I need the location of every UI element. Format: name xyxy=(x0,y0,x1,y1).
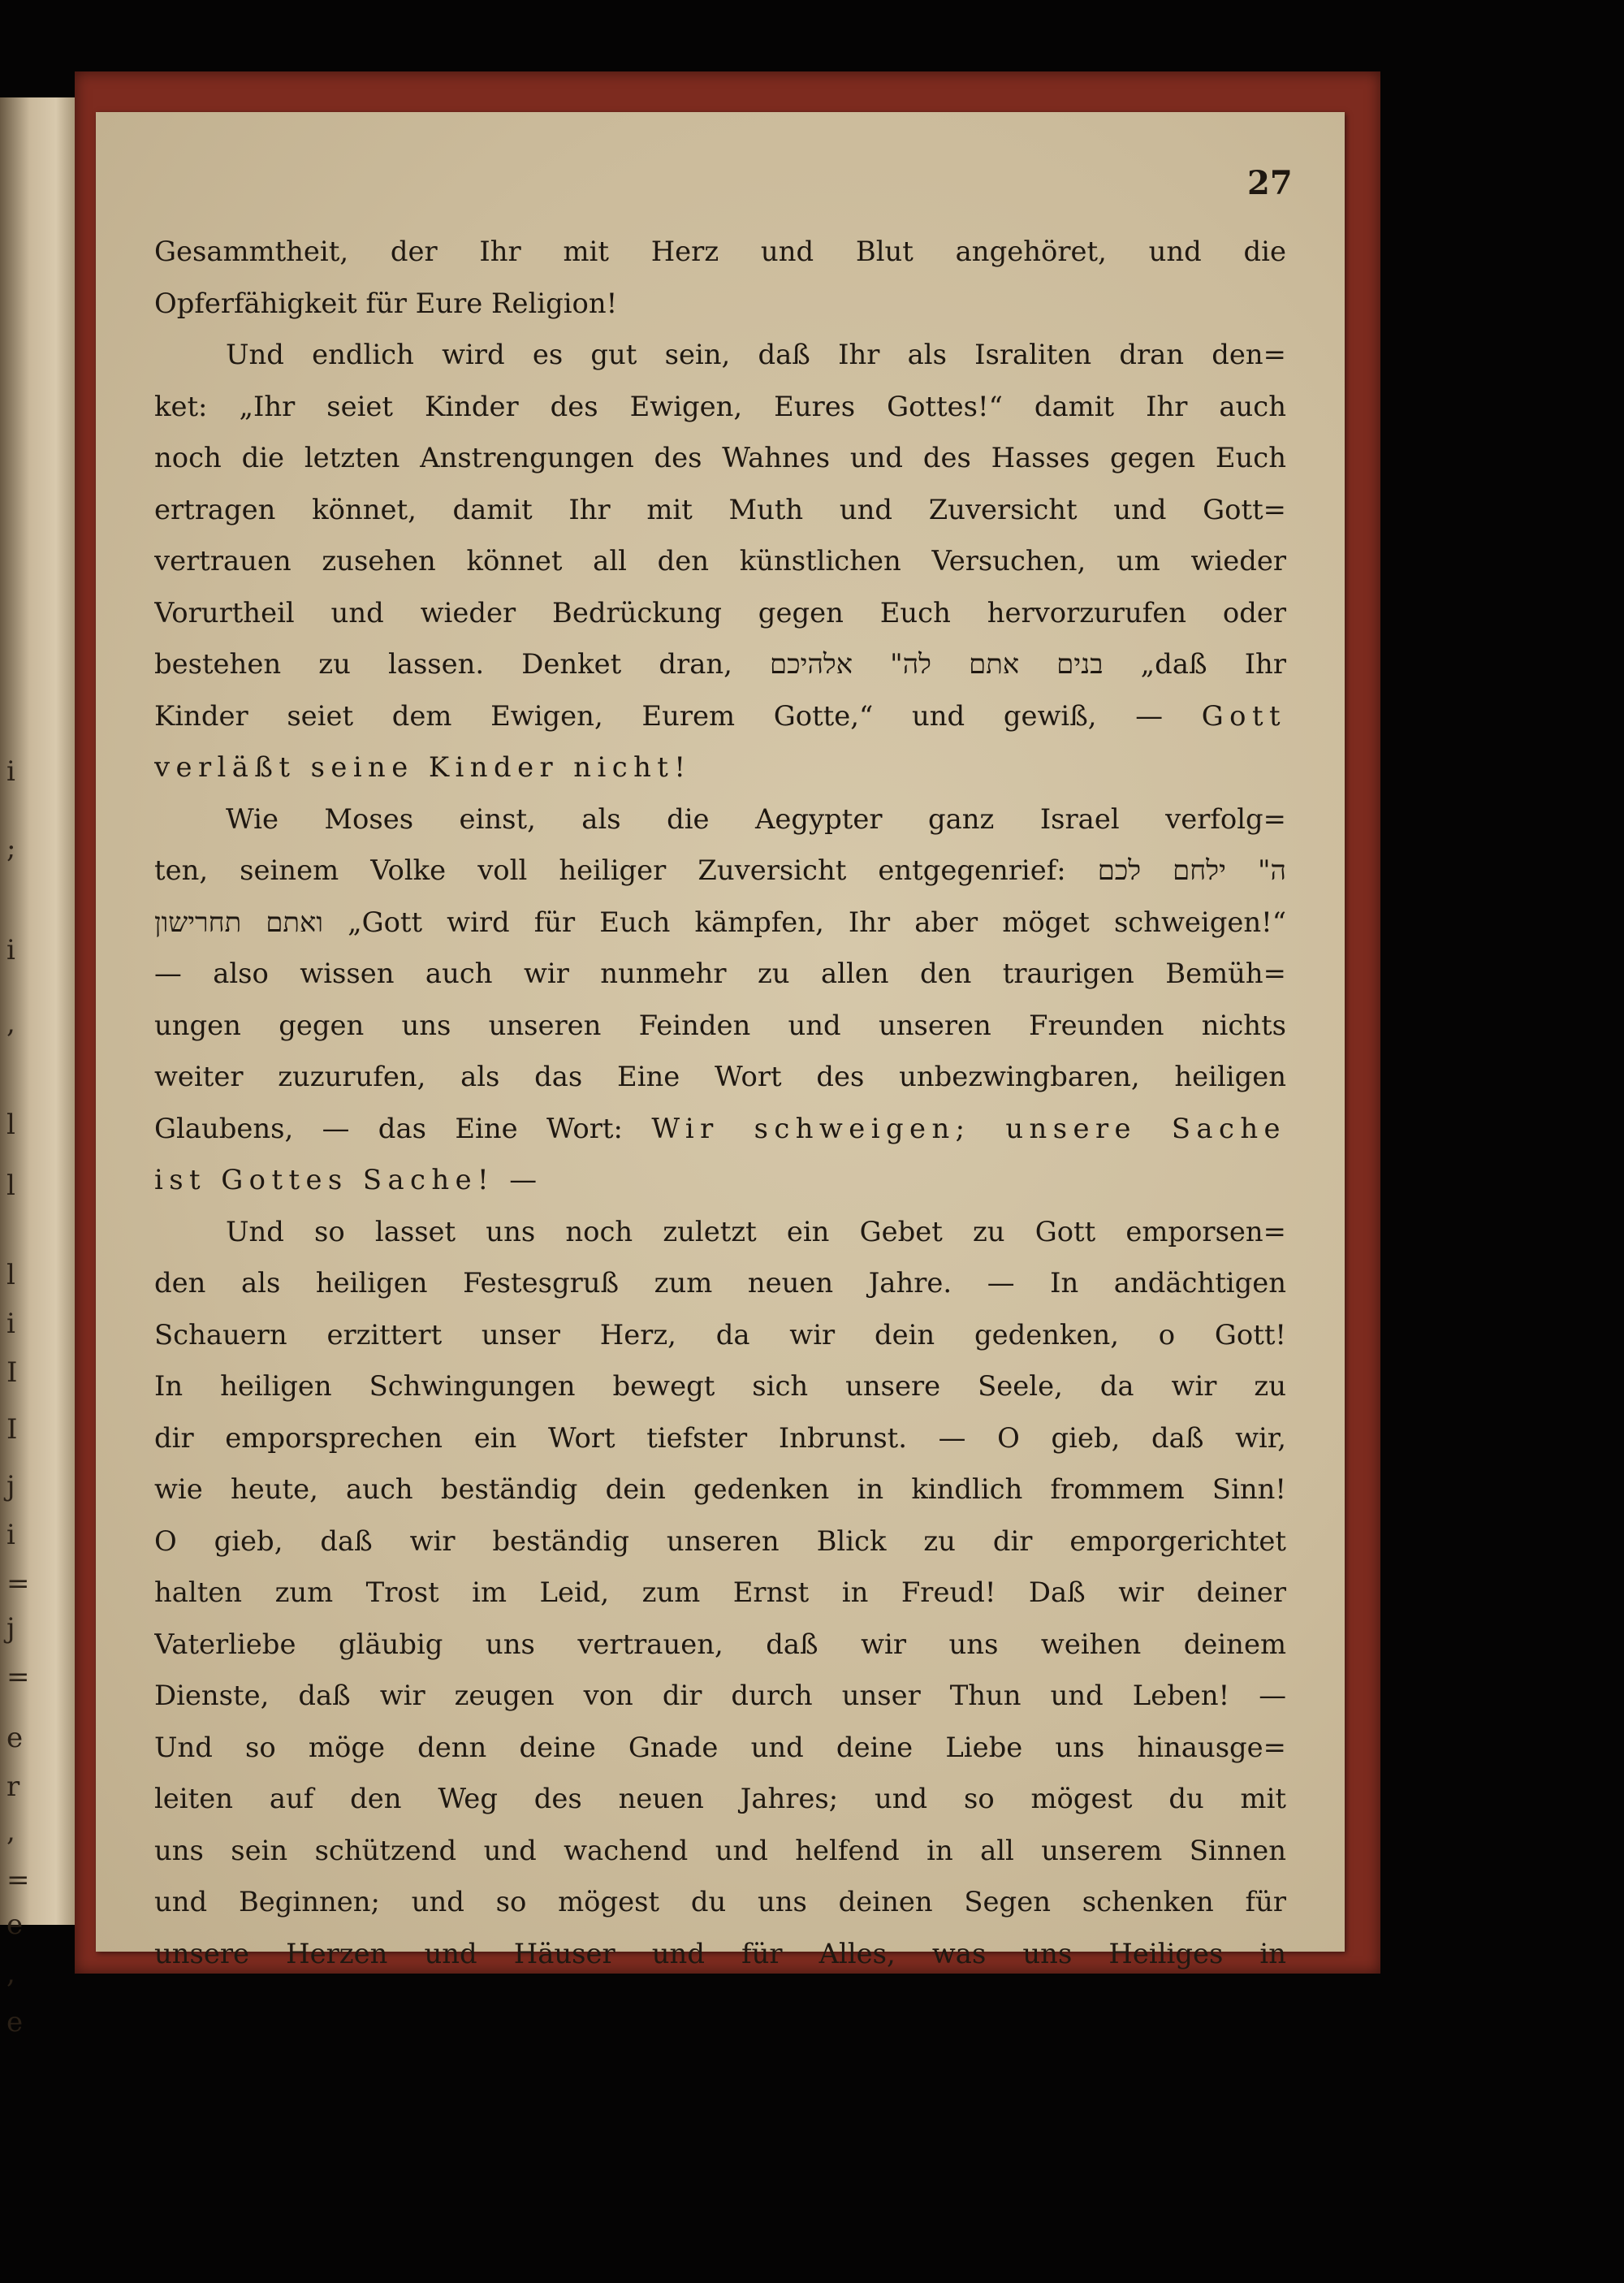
text-line xyxy=(154,1103,1286,1155)
text-line: verläßt seine Kinder nicht! xyxy=(154,751,692,783)
text-line: ואתם תחרישון „Gott wird für Euch kämpfen, Ihr aber möget schweigen!“ xyxy=(154,906,1286,938)
text-line: Schauern erzittert unser Herz, da wir dein gedenken, o Gott! xyxy=(154,1318,1286,1351)
text-segment: Glaubens, — das Eine Wort: xyxy=(154,1112,652,1144)
text-line: Und endlich wird es gut sein, daß Ihr als Israliten dran den= xyxy=(226,339,1286,370)
margin-glyph: l xyxy=(6,1259,15,1291)
spaced-phrase: Wir schweigen; unsere Sache xyxy=(651,1112,1286,1144)
margin-glyph: e xyxy=(6,2006,24,2039)
margin-glyph: l xyxy=(6,1170,15,1202)
left-page-margin-text xyxy=(6,97,39,2039)
text-line: leiten auf den Weg des neuen Jahres; und so mögest du mit xyxy=(154,1783,1286,1814)
margin-glyph: , xyxy=(6,1957,15,1990)
text-line: uns sein schützend und wachend und helfend in all unserem Sinnen xyxy=(154,1834,1286,1866)
text-line: und Beginnen; und so mögest du uns deinen Segen schenken für xyxy=(154,1886,1286,1918)
margin-glyph: I xyxy=(6,1413,18,1446)
margin-glyph: = xyxy=(6,1661,30,1693)
text-line: den als heiligen Festesgruß zum neuen Jahre. — In andächtigen xyxy=(154,1267,1286,1299)
text-line xyxy=(154,690,1286,742)
text-line: Vorurtheil und wieder Bedrückung gegen Euch hervorzurufen oder xyxy=(154,596,1286,629)
text-line: wie heute, auch beständig dein gedenken in kindlich frommem Sinn! xyxy=(154,1473,1286,1505)
margin-glyph: r xyxy=(6,1771,20,1803)
text-line: Opferfähigkeit für Eure Religion! xyxy=(154,287,618,319)
text-line: Wie Moses einst, als die Aegypter ganz Israel verfolg= xyxy=(226,802,1286,835)
text-line: Gesammtheit, der Ihr mit Herz und Blut angehöret, und die xyxy=(154,236,1286,267)
text-line: ist Gottes Sache! — xyxy=(154,1164,543,1196)
margin-glyph: i xyxy=(6,934,15,966)
margin-glyph: ; xyxy=(6,832,16,865)
text-line: ungen gegen uns unseren Feinden und unseren Freunden nichts xyxy=(154,1009,1286,1041)
text-line: — also wissen auch wir nunmehr zu allen den traurigen Bemüh= xyxy=(154,958,1286,989)
page-number: 27 xyxy=(1247,164,1293,202)
page-text xyxy=(154,226,1286,1979)
text-line: noch die letzten Anstrengungen des Wahnes und des Hasses gegen Euch xyxy=(154,442,1286,473)
text-line: ten, seinem Volke voll heiliger Zuversicht entgegenrief: ה" ילחם לכם xyxy=(154,854,1286,886)
margin-glyph: j xyxy=(6,1470,15,1503)
text-line: Dienste, daß wir zeugen von dir durch unser Thun und Leben! — xyxy=(154,1680,1286,1711)
text-segment: Kinder seiet dem Ewigen, Eurem Gotte,“ und gewiß, — xyxy=(154,699,1202,732)
text-line: Und so lasset uns noch zuletzt ein Gebet zu Gott emporsen= xyxy=(226,1215,1286,1247)
text-line: O gieb, daß wir beständig unseren Blick zu dir emporgerichtet xyxy=(154,1524,1286,1557)
text-line: Vaterliebe gläubig uns vertrauen, daß wir uns weihen deinem xyxy=(154,1628,1286,1660)
margin-glyph: e xyxy=(6,1909,24,1941)
margin-glyph: i xyxy=(6,1308,15,1340)
text-line: dir emporsprechen ein Wort tiefster Inbrunst. — O gieb, daß wir, xyxy=(154,1421,1286,1454)
text-line: Und so möge denn deine Gnade und deine Liebe uns hinausge= xyxy=(154,1731,1286,1763)
spaced-word: Gott xyxy=(1201,699,1286,732)
text-line: ket: „Ihr seiet Kinder des Ewigen, Eures Gottes!“ damit Ihr auch xyxy=(154,390,1286,422)
text-line: ertragen könnet, damit Ihr mit Muth und Zuversicht und Gott= xyxy=(154,493,1286,525)
margin-glyph: i xyxy=(6,1519,15,1551)
margin-glyph: = xyxy=(6,1567,30,1600)
margin-glyph: e xyxy=(6,1722,24,1754)
margin-glyph: , xyxy=(6,1815,15,1848)
text-line: halten zum Trost im Leid, zum Ernst in Freud! Daß wir deiner xyxy=(154,1576,1286,1608)
margin-glyph: i xyxy=(6,755,15,788)
text-line: unsere Herzen und Häuser und für Alles, was uns Heiliges in xyxy=(154,1937,1286,1970)
book-page xyxy=(96,112,1345,1970)
left-page-edge xyxy=(0,97,75,2039)
margin-glyph: j xyxy=(6,1612,15,1645)
margin-glyph: = xyxy=(6,1864,30,1896)
text-line: vertrauen zusehen könnet all den künstlichen Versuchen, um wieder xyxy=(154,545,1286,577)
margin-glyph: I xyxy=(6,1356,18,1389)
text-line: weiter zuzurufen, als das Eine Wort des unbezwingbaren, heiligen xyxy=(154,1061,1286,1092)
margin-glyph: , xyxy=(6,1007,15,1040)
text-line: In heiligen Schwingungen bewegt sich unsere Seele, da wir zu xyxy=(154,1370,1286,1402)
margin-glyph: l xyxy=(6,1109,15,1141)
text-line: bestehen zu lassen. Denket dran, בנים אתם לה" אלהיכם „daß Ihr xyxy=(154,648,1286,680)
